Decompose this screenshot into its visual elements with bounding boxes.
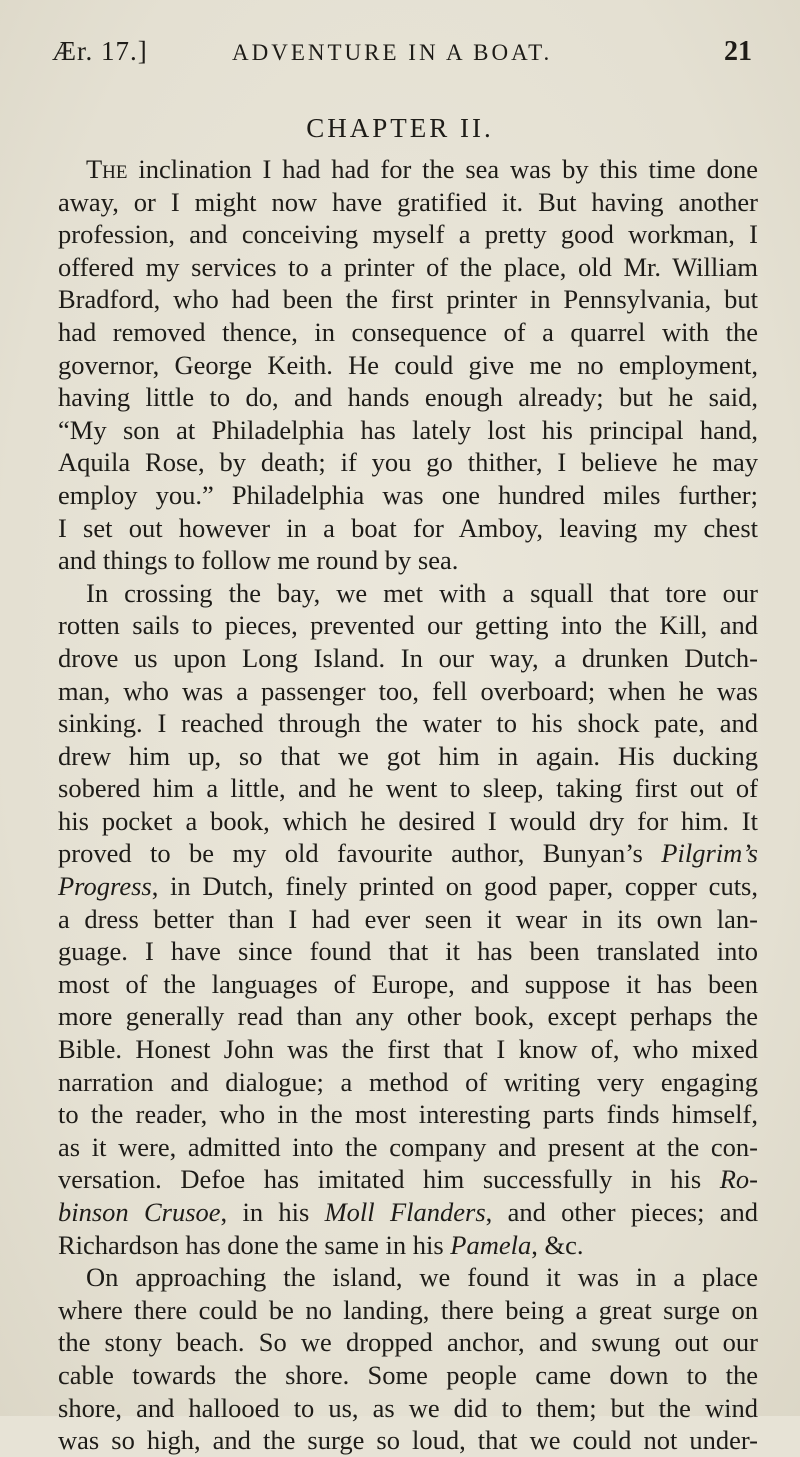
running-head-age: Ær. 17.]	[52, 36, 148, 66]
text-line: sobered him a little, and he went to sleep, taking first out of	[58, 773, 758, 804]
line-segment: versation. Defoe has imitated him successfully in his	[58, 1164, 720, 1195]
line-segment: proved to be my old favourite author, Bunyan’s	[58, 838, 662, 869]
text-line: profession, and conceiving myself a pretty good workman, I	[58, 219, 758, 250]
text-line: rotten sails to pieces, prevented our getting into the Kill, and	[58, 610, 758, 641]
book-title-italic: Pamela	[450, 1229, 532, 1260]
text-line: On approaching the island, we found it was in a place	[86, 1262, 758, 1293]
text-line: where there could be no landing, there being a great surge on	[58, 1294, 758, 1325]
text-line: Bradford, who had been the first printer in Pennsylvania, but	[58, 284, 758, 315]
text-line: In crossing the bay, we met with a squall that tore our	[86, 577, 758, 608]
text-line: a dress better than I had ever seen it wear in its own lan-	[58, 903, 758, 934]
text-line: cable towards the shore. Some people came down to the	[58, 1359, 758, 1390]
text-line: shore, and hallooed to us, as we did to them; but the wind	[58, 1392, 758, 1423]
text-line: guage. I have since found that it has been translated into	[58, 936, 758, 967]
text-line: and things to follow me round by sea.	[58, 545, 459, 576]
text-line: governor, George Keith. He could give me no employment,	[58, 349, 758, 380]
text-line: employ you.” Philadelphia was one hundred miles further;	[58, 479, 758, 510]
book-title-italic: Moll Flanders	[324, 1197, 486, 1227]
chapter-title: CHAPTER II.	[306, 113, 494, 143]
text-line: Aquila Rose, by death; if you go thither, I believe he may	[58, 447, 758, 478]
text-line: as it were, admitted into the company and present at the con-	[58, 1131, 758, 1162]
book-title-italic: Ro-	[719, 1164, 758, 1195]
page-number: 21	[724, 36, 752, 67]
text-line: man, who was a passenger too, fell overboard; when he was	[58, 675, 758, 706]
text-line	[58, 153, 758, 186]
text-line	[58, 1196, 758, 1229]
text-line: drove us upon Long Island. In our way, a drunken Dutch-	[58, 642, 758, 673]
text-line: to the reader, who in the most interesting parts finds himself,	[58, 1099, 758, 1130]
text-line: “My son at Philadelphia has lately lost his principal hand,	[58, 414, 758, 445]
text-line: sinking. I reached through the water to his shock pate, and	[58, 708, 758, 739]
book-title-italic: binson Crusoe	[58, 1197, 221, 1227]
text-line: was so high, and the surge so loud, that we could not under-	[58, 1425, 758, 1456]
text-line	[58, 870, 758, 903]
text-line: had removed thence, in consequence of a quarrel with the	[58, 316, 758, 347]
text-line: narration and dialogue; a method of writing very engaging	[58, 1066, 758, 1097]
text-line: drew him up, so that we got him in again. His ducking	[58, 740, 758, 771]
line-segment: , in Dutch, finely printed on good paper, copper cuts,	[151, 871, 758, 902]
book-title-italic: Pilgrim’s	[661, 838, 758, 869]
drop-word: The	[86, 154, 128, 184]
text-line: I set out however in a boat for Amboy, leaving my chest	[58, 512, 758, 543]
text-line	[58, 1229, 758, 1262]
text-line	[58, 1163, 758, 1196]
text-line: away, or I might now have gratified it. But having another	[58, 186, 758, 217]
text-line: having little to do, and hands enough already; but he said,	[58, 382, 758, 413]
text-line: Bible. Honest John was the first that I know of, who mixed	[58, 1034, 758, 1065]
text-line: his pocket a book, which he desired I would dry for him. It	[58, 805, 758, 836]
body-text	[58, 153, 758, 1457]
line-segment: , in his	[220, 1197, 325, 1227]
line-segment: Richardson has done the same in his	[58, 1229, 451, 1260]
text-line: offered my services to a printer of the place, old Mr. William	[58, 251, 758, 282]
text-line: more generally read than any other book, except perhaps the	[58, 1001, 758, 1032]
text-line: most of the languages of Europe, and suppose it has been	[58, 968, 758, 999]
line-segment: , &c.	[531, 1229, 584, 1260]
book-title-italic: Progress	[58, 871, 152, 902]
running-head	[0, 36, 800, 76]
text-line: the stony beach. So we dropped anchor, and swung out our	[58, 1327, 758, 1358]
text-line	[58, 837, 758, 870]
running-head-title: ADVENTURE IN A BOAT.	[232, 40, 553, 65]
line-segment: inclination I had had for the sea was by this time done	[127, 154, 758, 184]
line-segment: , and other pieces; and	[485, 1197, 759, 1227]
